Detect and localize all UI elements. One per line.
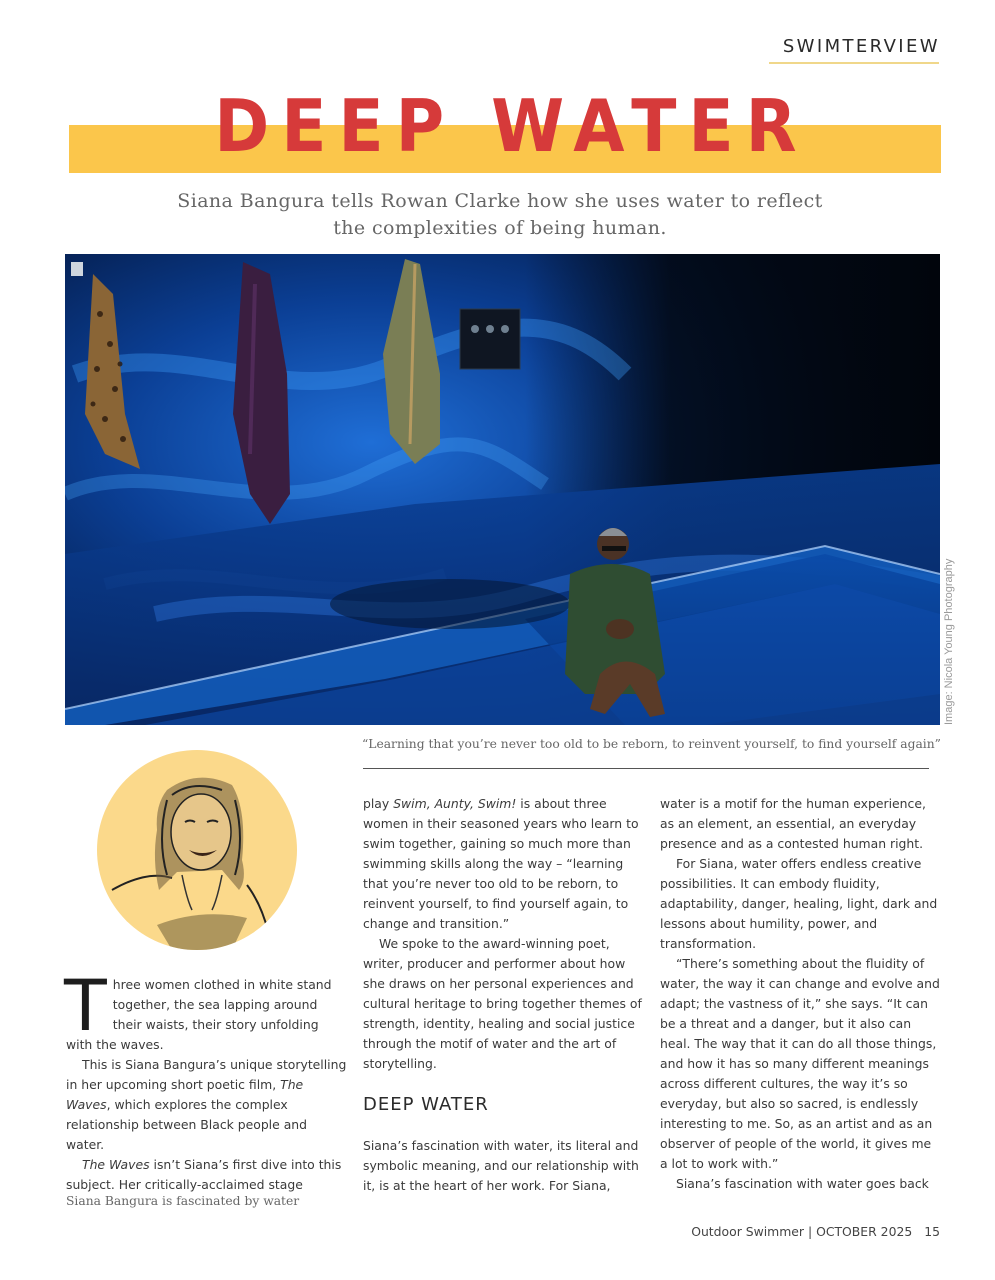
page-title: DEEP WATER [214, 84, 809, 168]
section-label-underline [769, 62, 939, 64]
hero-photo [65, 254, 940, 725]
pull-quote-rule [363, 768, 929, 769]
section-label: SWIMTERVIEW [782, 36, 940, 57]
standfirst-line-2: the complexities of being human. [333, 217, 667, 239]
standfirst [150, 188, 850, 242]
intro-paragraph: Three women clothed in white stand together, the sea lapping around their waists, their story unfolding with the waves. [64, 965, 332, 1052]
pull-quote: “Learning that you’re never too old to be reborn, to reinvent yourself, to find yourself again” [362, 737, 941, 751]
standfirst-line-1: Siana Bangura tells Rowan Clarke how she uses water to reflect [177, 190, 823, 212]
paragraph: Siana’s fascination with water, its literal and symbolic meaning, and our relationship with it, is at the heart of her work. For Siana, [363, 1138, 639, 1193]
page-number: 15 [924, 1224, 940, 1239]
article-column-1 [64, 965, 348, 1195]
page-footer [660, 1224, 940, 1239]
article-column-3 [660, 794, 942, 1194]
paragraph: For Siana, water offers endless creative possibilities. It can embody fluidity, adaptability, danger, healing, light, dark and lessons about humility, power, and transformation. [660, 856, 938, 951]
paragraph: water is a motif for the human experience, as an element, an essential, an everyday presence and as a contested human right. [660, 796, 926, 851]
paragraph: “There’s something about the fluidity of water, the way it can change and evolve and adapt; the vastness of it,” she says. “It can be a threat and a danger, but it also can heal. The way that it can do all those things, and how it has so many different meanings across different cultures, the way it’s so everyday, but also so sacred, is endlessly interesting to me. So, as an artist and as an observer of people of the world, it gives me a lot to work with.” [660, 956, 940, 1171]
drop-cap: T [64, 965, 107, 1047]
subheading: DEEP WATER [363, 1094, 489, 1115]
paragraph: Siana’s fascination with water goes back [676, 1176, 929, 1191]
paragraph: This is Siana Bangura’s unique storytelling in her upcoming short poetic film, The Waves, which explores the complex relationship between Black people and water. [66, 1057, 347, 1152]
paragraph: The Waves isn’t Siana’s first dive into this subject. Her critically-acclaimed stage [66, 1157, 342, 1192]
paragraph: play Swim, Aunty, Swim! is about three women in their seasoned years who learn to swim together, gaining so much more than swimming skills along the way – “learning that you’re never too old to be reborn, to reinvent yourself, to find yourself again, to change and transition.” [363, 796, 639, 931]
author-portrait [97, 750, 297, 950]
publication-info: Outdoor Swimmer | OCTOBER 2025 [691, 1224, 913, 1239]
paragraph: We spoke to the award-winning poet, writer, producer and performer about how she draws on her personal experiences and cultural heritage to bring together themes of strength, identity, healing and social justice through the motif of water and the art of storytelling. [363, 936, 642, 1071]
image-caption: Siana Bangura is fascinated by water [66, 1194, 300, 1208]
photo-credit: Image: Nicola Young Photography [943, 558, 955, 725]
article-column-2 [363, 794, 648, 1196]
